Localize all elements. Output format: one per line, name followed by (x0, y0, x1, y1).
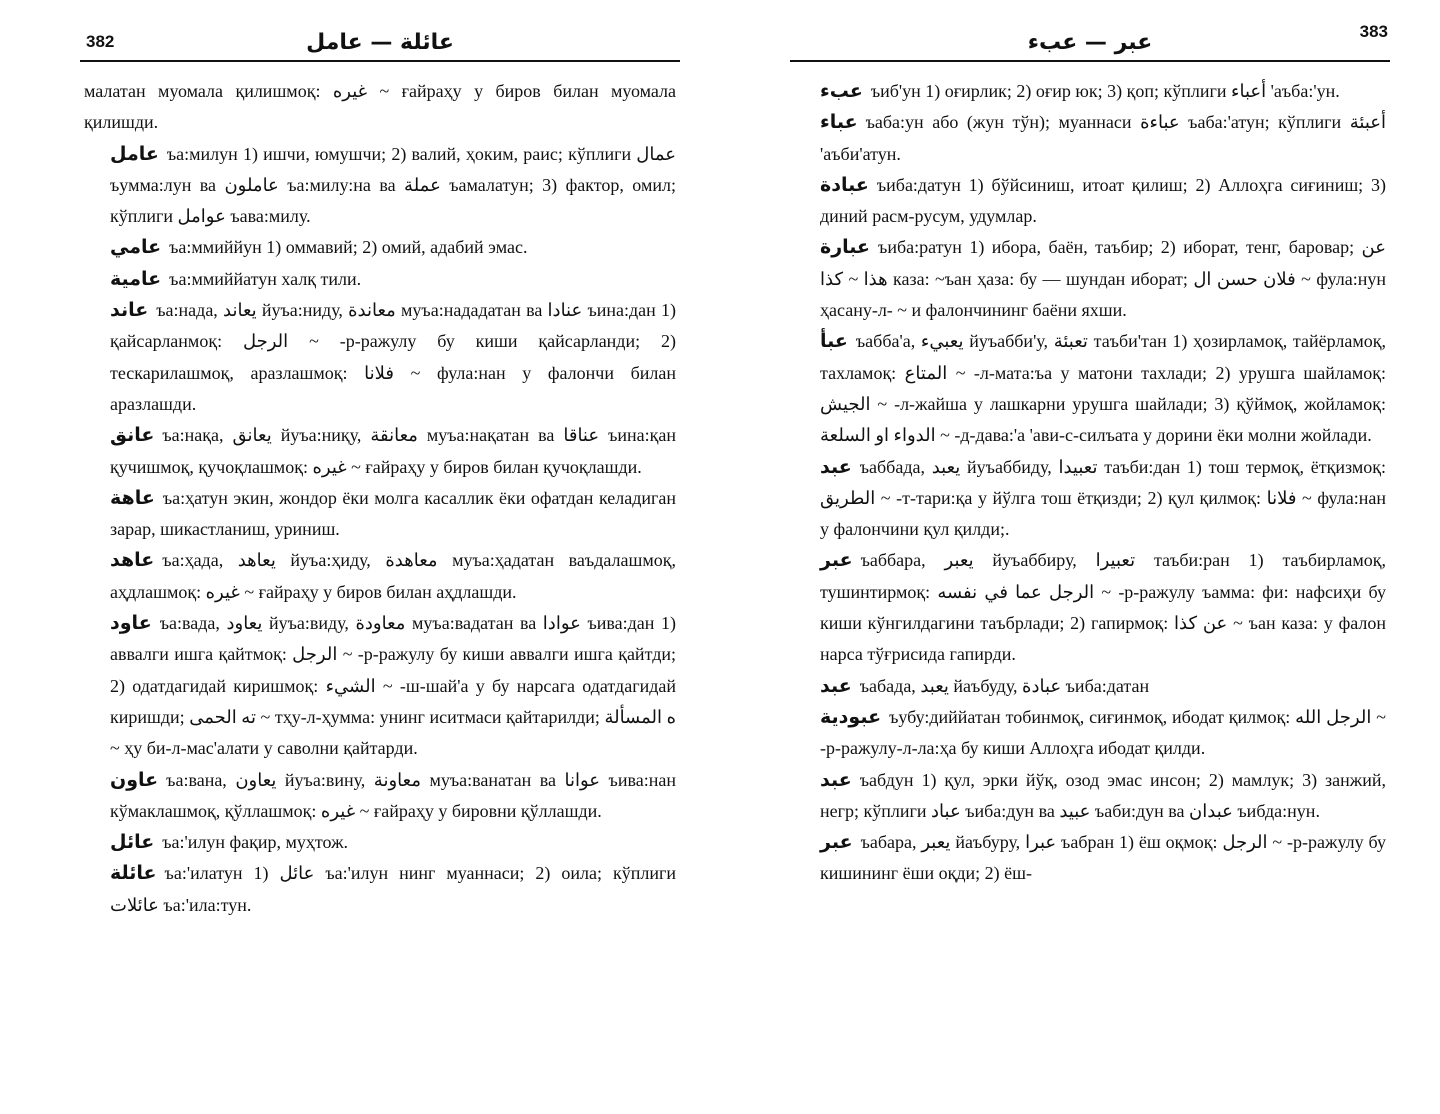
entry-headword: عانق (110, 424, 155, 447)
entry-definition: ъа:ммиййатун халқ тили. (169, 268, 362, 289)
dictionary-entry (84, 765, 676, 828)
entry-headword: عائلة (110, 862, 157, 885)
entry-definition: ъиба:датун 1) бўйсиниш, итоат қилиш; 2) Аллоҳга сиғиниш; 3) диний расм-русум, удумлар. (820, 174, 1386, 227)
running-head: عبر — عبء (1027, 30, 1153, 55)
entry-headword: عبد (820, 455, 852, 478)
dictionary-entry (84, 232, 676, 263)
entry-definition: ъа:милун 1) ишчи, юмушчи; 2) валий, ҳоким, раис; кўплиги عمال ъумма:лун ва عاملون ъа:милу:на ва عملة ъамалатун; 3) фактор, омил; кўплиги عوامل ъава:милу. (110, 143, 676, 227)
entry-definition: ъа:ҳатун экин, жондор ёки молга касаллик ёки офатдан келадиган зарар, шикастланиш, уриниш. (110, 487, 676, 540)
entry-headword: عاون (110, 768, 159, 791)
entry-headword: عباء (820, 111, 858, 134)
entry-definition: ъа:ммиййун 1) оммавий; 2) омий, адабий эмас. (169, 237, 528, 258)
entry-definition: ъабдун 1) қул, эрки йўқ, озод эмас инсон; 2) мамлук; 3) занжий, негр; кўплиги عباد ъиба:дун ва عبيد ъаби:дун ва عبدان ъибда:нун. (820, 769, 1386, 821)
header-rule (790, 60, 1390, 62)
entry-definition: ъабара, يعبر йаъбуру, عبرا ъабран 1) ёш оқмоқ: الرجل ~ -р-ражулу бу кишининг ёши оқди; 2) ёш- (820, 832, 1386, 884)
entry-headword: عبادة (820, 173, 869, 196)
dictionary-entry (84, 295, 676, 420)
entry-definition: ъа:вада, يعاود йуъа:виду, معاودة муъа:вадатан ва عوادا ъива:дан 1) аввалги ишга қайтмоқ: الرجل ~ -р-ражулу бу киши аввалги ишга қайтди; 2) одатдагидай киришмоқ: الشيء ~ -ш-шай'а у бу нарсага одатдагидай киришди; ته الحمى ~ тҳу-л-ҳумма: унинг иситмаси қайтарилди; ه المسألة ~ ҳу би-л-мас'алати у саволни қайтарди. (110, 613, 677, 759)
dictionary-entry (84, 608, 676, 764)
dictionary-entry (794, 76, 1386, 107)
entry-headword: عامية (110, 267, 162, 290)
page-text (794, 76, 1386, 890)
entry-definition: ъиба:ратун 1) ибора, баён, таъбир; 2) иборат, тенг, баровар; عن هذا ~ كذا каза: ~ъан ҳаза: бу — шундан иборат; فلان حسن ال ~ фула:нун ҳасану-л- ~ и фалончининг баёни яхши. (820, 237, 1387, 321)
dictionary-entry (794, 827, 1386, 890)
entry-headword: عبأ (820, 330, 848, 353)
dictionary-entry (794, 232, 1386, 326)
entry-headword: عبد (820, 768, 852, 791)
dictionary-entry (794, 326, 1386, 451)
header-rule (80, 60, 680, 62)
dictionary-entry (84, 264, 676, 295)
dictionary-entry (84, 76, 676, 139)
entry-definition: ъабада, يعبد йаъбуду, عبادة ъиба:датан (859, 675, 1150, 696)
dictionary-entry (84, 483, 676, 546)
entry-headword: عامي (110, 236, 162, 259)
entry-definition: ъа:'илатун 1) عائل ъа:'илун нинг муаннаси; 2) оила; кўплиги عائلات ъа:'ила:тун. (110, 863, 677, 915)
entry-definition: ъиб'ун 1) оғирлик; 2) оғир юк; 3) қоп; кўплиги أعباء 'аъба:'ун. (870, 81, 1340, 101)
left-page (80, 0, 680, 1114)
entry-headword: عبء (820, 80, 863, 102)
entry-definition: ъа:ҳада, يعاهد йуъа:ҳиду, معاهدة муъа:ҳадатан ваъдалашмоқ, аҳдлашмоқ: غيره ~ ғайраҳу у биров билан аҳдлашди. (110, 550, 676, 602)
entry-headword: عاند (110, 299, 149, 322)
dictionary-entry (794, 452, 1386, 546)
page-number: 383 (1359, 22, 1388, 41)
dictionary-entry (84, 827, 676, 858)
dictionary-entry (794, 671, 1386, 702)
dictionary-entry (794, 702, 1386, 765)
entry-headword: عبد (820, 674, 852, 697)
page-number: 382 (86, 32, 115, 51)
entry-headword: عبر (820, 831, 853, 854)
entry-headword: عبودية (820, 705, 882, 728)
right-page (790, 0, 1390, 1114)
entry-definition: ъаббада, يعبد йуъаббиду, تعبيدا таъби:дан 1) тош термоқ, ётқизмоқ: الطريق ~ -т-тари:қа у йўлга тош ётқизди; 2) қул қилмоқ: فلانا ~ фула:нан у фалончини қул қилди;. (820, 456, 1386, 540)
dictionary-entry (84, 858, 676, 921)
entry-definition: ъа:вана, يعاون йуъа:вину, معاونة муъа:ванатан ва عوانا ъива:нан кўмаклашмоқ, қўллашмоқ: غيره ~ ғайраҳу у бировни қўллашди. (110, 769, 677, 821)
entry-definition: ъа:нада, يعاند йуъа:ниду, معاندة муъа:нададатан ва عنادا ъина:дан 1) қайсарланмоқ: الرجل ~ -р-ражулу бу киши қайсарланди; 2) тескарилашмоқ, аразлашмоқ: فلانا ~ фула:нан у фалончи билан аразлашди. (110, 300, 677, 414)
entry-headword: عبارة (820, 236, 871, 259)
dictionary-entry (84, 420, 676, 483)
entry-headword: عبر (820, 549, 853, 572)
entry-definition: ъаббара, يعبر йуъаббиру, تعبيرا таъби:ран 1) таъбирламоқ, тушинтирмоқ: الرجل عما في نفسه ~ -р-ражулу ъамма: фи: нафсиҳи бу киши кўнгилдагини таъбрлади; 2) гапирмоқ: عن كذا ~ ъан каза: у фалон нарса тўғрисида гапирди. (820, 550, 1387, 665)
entry-definition: ъаба:ун або (жун тўн); муаннаси عباءة ъаба:'атун; кўплиги أعبئة 'аъби'атун. (820, 112, 1386, 164)
dictionary-entry (84, 139, 676, 233)
entry-definition: ъа:нақа, يعانق йуъа:ниқу, معانقة муъа:нақатан ва عناقا ъина:қан қучишмоқ, қучоқлашмоқ: غيره ~ ғайраҳу у биров билан қучоқлашди. (110, 425, 677, 477)
entry-definition: малатан муомала қилишмоқ: غيره ~ ғайраҳу у биров билан муомала қилишди. (84, 81, 677, 133)
entry-definition: ъабба'а, يعبيء йуъабби'у, تعبئة таъби'тан 1) ҳозирламоқ, тайёрламоқ, тахламоқ: المتاع ~ -л-мата:ъа у матони тахлади; 2) урушга шайламоқ: الجيش ~ -л-жайша у лашкарни урушга шайлади; 3) қўймоқ, жойламоқ: الدواء او السلعة ~ -д-дава:'а 'ави-с-силъата у дорини ёки молни жойлади. (820, 331, 1387, 446)
entry-definition: ъубу:диййатан тобинмоқ, сиғинмоқ, ибодат қилмоқ: الرجل الله ~ -р-ражулу-л-ла:ҳа бу киши Аллоҳга ибодат қилди. (820, 706, 1386, 759)
page-text (84, 76, 676, 921)
dictionary-entry (84, 545, 676, 608)
entry-headword: عاود (110, 612, 152, 635)
running-head: عائلة — عامل (306, 30, 454, 55)
entry-headword: عائل (110, 831, 155, 854)
entry-headword: عامل (110, 142, 159, 165)
dictionary-entry (794, 107, 1386, 170)
entry-headword: عاهد (110, 549, 155, 572)
dictionary-entry (794, 170, 1386, 233)
dictionary-entry (794, 545, 1386, 670)
entry-definition: ъа:'илун фақир, муҳтож. (162, 832, 349, 853)
dictionary-entry (794, 765, 1386, 828)
entry-headword: عاهة (110, 486, 155, 509)
